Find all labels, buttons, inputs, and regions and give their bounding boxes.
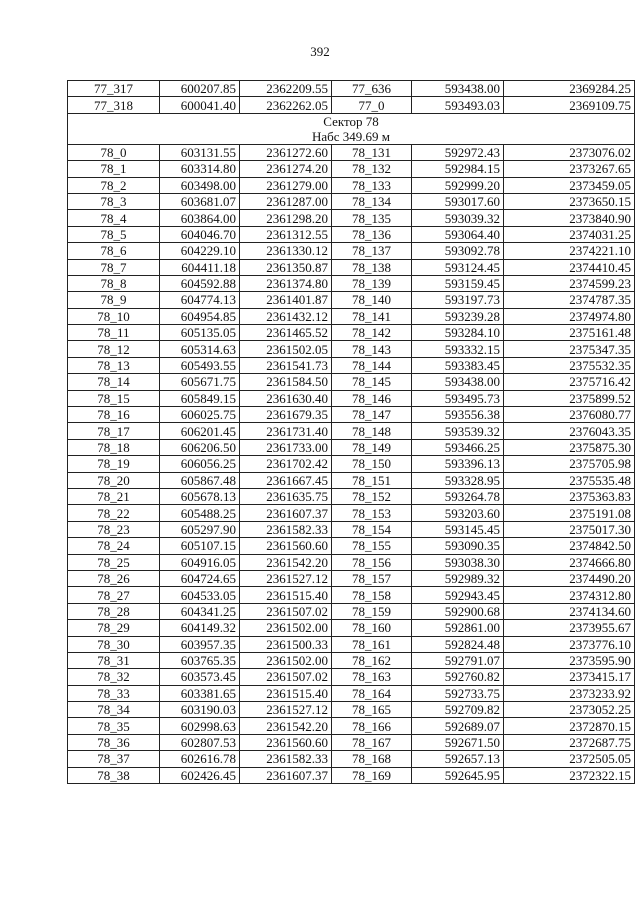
y-coord-cell: 2375716.42 xyxy=(504,374,635,390)
table-body-after-sector xyxy=(68,144,635,783)
x-coord-cell: 592824.48 xyxy=(412,636,504,652)
y-coord-cell: 2361560.60 xyxy=(240,538,332,554)
table-row xyxy=(68,521,635,537)
y-coord-cell: 2375705.98 xyxy=(504,456,635,472)
x-coord-cell: 603314.80 xyxy=(160,161,240,177)
x-coord-cell: 604533.05 xyxy=(160,587,240,603)
point-id-cell: 78_0 xyxy=(68,144,160,160)
y-coord-cell: 2361679.35 xyxy=(240,407,332,423)
x-coord-cell: 604341.25 xyxy=(160,603,240,619)
table-row xyxy=(68,210,635,226)
y-coord-cell: 2361630.40 xyxy=(240,390,332,406)
x-coord-cell: 593264.78 xyxy=(412,488,504,504)
point-id-cell: 78_162 xyxy=(332,652,412,668)
y-coord-cell: 2375535.48 xyxy=(504,472,635,488)
y-coord-cell: 2361527.12 xyxy=(240,570,332,586)
y-coord-cell: 2373840.90 xyxy=(504,210,635,226)
table-row xyxy=(68,243,635,259)
y-coord-cell: 2361350.87 xyxy=(240,259,332,275)
table-row xyxy=(68,538,635,554)
y-coord-cell: 2373233.92 xyxy=(504,685,635,701)
table-row xyxy=(68,423,635,439)
point-id-cell: 78_22 xyxy=(68,505,160,521)
point-id-cell: 78_134 xyxy=(332,193,412,209)
y-coord-cell: 2375161.48 xyxy=(504,325,635,341)
x-coord-cell: 604954.85 xyxy=(160,308,240,324)
x-coord-cell: 604149.32 xyxy=(160,620,240,636)
point-id-cell: 78_26 xyxy=(68,570,160,586)
x-coord-cell: 593493.03 xyxy=(412,97,504,113)
x-coord-cell: 593159.45 xyxy=(412,275,504,291)
x-coord-cell: 604774.13 xyxy=(160,292,240,308)
point-id-cell: 78_136 xyxy=(332,226,412,242)
x-coord-cell: 600041.40 xyxy=(160,97,240,113)
y-coord-cell: 2361542.20 xyxy=(240,554,332,570)
point-id-cell: 78_153 xyxy=(332,505,412,521)
point-id-cell: 78_16 xyxy=(68,407,160,423)
x-coord-cell: 605314.63 xyxy=(160,341,240,357)
point-id-cell: 78_133 xyxy=(332,177,412,193)
table-row xyxy=(68,456,635,472)
point-id-cell: 78_7 xyxy=(68,259,160,275)
y-coord-cell: 2361500.33 xyxy=(240,636,332,652)
y-coord-cell: 2361527.12 xyxy=(240,702,332,718)
y-coord-cell: 2361502.00 xyxy=(240,652,332,668)
x-coord-cell: 593090.35 xyxy=(412,538,504,554)
point-id-cell: 78_164 xyxy=(332,685,412,701)
table-row xyxy=(68,620,635,636)
x-coord-cell: 605867.48 xyxy=(160,472,240,488)
x-coord-cell: 592657.13 xyxy=(412,751,504,767)
x-coord-cell: 603957.35 xyxy=(160,636,240,652)
table-row xyxy=(68,652,635,668)
y-coord-cell: 2374134.60 xyxy=(504,603,635,619)
y-coord-cell: 2373267.65 xyxy=(504,161,635,177)
point-id-cell: 78_3 xyxy=(68,193,160,209)
point-id-cell: 78_166 xyxy=(332,718,412,734)
x-coord-cell: 592943.45 xyxy=(412,587,504,603)
x-coord-cell: 605493.55 xyxy=(160,357,240,373)
point-id-cell: 78_15 xyxy=(68,390,160,406)
y-coord-cell: 2361702.42 xyxy=(240,456,332,472)
x-coord-cell: 602616.78 xyxy=(160,751,240,767)
table-row xyxy=(68,505,635,521)
x-coord-cell: 593556.38 xyxy=(412,407,504,423)
y-coord-cell: 2376043.35 xyxy=(504,423,635,439)
y-coord-cell: 2361515.40 xyxy=(240,587,332,603)
y-coord-cell: 2375191.08 xyxy=(504,505,635,521)
table-row xyxy=(68,702,635,718)
x-coord-cell: 593539.32 xyxy=(412,423,504,439)
point-id-cell: 78_37 xyxy=(68,751,160,767)
y-coord-cell: 2374490.20 xyxy=(504,570,635,586)
point-id-cell: 78_152 xyxy=(332,488,412,504)
y-coord-cell: 2361582.33 xyxy=(240,521,332,537)
x-coord-cell: 603864.00 xyxy=(160,210,240,226)
coordinates-table xyxy=(67,80,635,784)
point-id-cell: 78_161 xyxy=(332,636,412,652)
x-coord-cell: 593064.40 xyxy=(412,226,504,242)
x-coord-cell: 592861.00 xyxy=(412,620,504,636)
x-coord-cell: 604229.10 xyxy=(160,243,240,259)
x-coord-cell: 593039.32 xyxy=(412,210,504,226)
point-id-cell: 77_318 xyxy=(68,97,160,113)
y-coord-cell: 2375875.30 xyxy=(504,439,635,455)
y-coord-cell: 2372505.05 xyxy=(504,751,635,767)
x-coord-cell: 593332.15 xyxy=(412,341,504,357)
x-coord-cell: 603681.07 xyxy=(160,193,240,209)
table-row xyxy=(68,144,635,160)
point-id-cell: 78_14 xyxy=(68,374,160,390)
point-id-cell: 78_8 xyxy=(68,275,160,291)
y-coord-cell: 2362262.05 xyxy=(240,97,332,113)
y-coord-cell: 2361542.20 xyxy=(240,718,332,734)
y-coord-cell: 2374312.80 xyxy=(504,587,635,603)
point-id-cell: 78_38 xyxy=(68,767,160,783)
table-row xyxy=(68,259,635,275)
table-row xyxy=(68,390,635,406)
point-id-cell: 78_29 xyxy=(68,620,160,636)
x-coord-cell: 606056.25 xyxy=(160,456,240,472)
point-id-cell: 78_146 xyxy=(332,390,412,406)
table-row xyxy=(68,603,635,619)
y-coord-cell: 2373650.15 xyxy=(504,193,635,209)
point-id-cell: 78_10 xyxy=(68,308,160,324)
x-coord-cell: 593124.45 xyxy=(412,259,504,275)
y-coord-cell: 2361279.00 xyxy=(240,177,332,193)
y-coord-cell: 2374974.80 xyxy=(504,308,635,324)
table-row xyxy=(68,751,635,767)
y-coord-cell: 2361582.33 xyxy=(240,751,332,767)
point-id-cell: 78_157 xyxy=(332,570,412,586)
point-id-cell: 78_168 xyxy=(332,751,412,767)
x-coord-cell: 593438.00 xyxy=(412,81,504,97)
point-id-cell: 78_21 xyxy=(68,488,160,504)
x-coord-cell: 592999.20 xyxy=(412,177,504,193)
y-coord-cell: 2361272.60 xyxy=(240,144,332,160)
y-coord-cell: 2361502.00 xyxy=(240,620,332,636)
y-coord-cell: 2373076.02 xyxy=(504,144,635,160)
x-coord-cell: 605107.15 xyxy=(160,538,240,554)
table-row xyxy=(68,407,635,423)
sector-title: Сектор 78 xyxy=(323,113,379,129)
table-row xyxy=(68,193,635,209)
x-coord-cell: 606025.75 xyxy=(160,407,240,423)
y-coord-cell: 2361432.12 xyxy=(240,308,332,324)
y-coord-cell: 2374842.50 xyxy=(504,538,635,554)
y-coord-cell: 2374599.23 xyxy=(504,275,635,291)
x-coord-cell: 603765.35 xyxy=(160,652,240,668)
x-coord-cell: 605488.25 xyxy=(160,505,240,521)
point-id-cell: 78_35 xyxy=(68,718,160,734)
point-id-cell: 78_148 xyxy=(332,423,412,439)
x-coord-cell: 593284.10 xyxy=(412,325,504,341)
point-id-cell: 78_131 xyxy=(332,144,412,160)
y-coord-cell: 2361607.37 xyxy=(240,767,332,783)
y-coord-cell: 2362209.55 xyxy=(240,81,332,97)
point-id-cell: 78_9 xyxy=(68,292,160,308)
x-coord-cell: 592984.15 xyxy=(412,161,504,177)
y-coord-cell: 2361667.45 xyxy=(240,472,332,488)
x-coord-cell: 602998.63 xyxy=(160,718,240,734)
x-coord-cell: 592733.75 xyxy=(412,685,504,701)
table-row xyxy=(68,161,635,177)
x-coord-cell: 602807.53 xyxy=(160,734,240,750)
point-id-cell: 78_158 xyxy=(332,587,412,603)
x-coord-cell: 592709.82 xyxy=(412,702,504,718)
x-coord-cell: 605297.90 xyxy=(160,521,240,537)
y-coord-cell: 2375363.83 xyxy=(504,488,635,504)
point-id-cell: 78_2 xyxy=(68,177,160,193)
y-coord-cell: 2361465.52 xyxy=(240,325,332,341)
x-coord-cell: 600207.85 xyxy=(160,81,240,97)
x-coord-cell: 605135.05 xyxy=(160,325,240,341)
y-coord-cell: 2361607.37 xyxy=(240,505,332,521)
table-row xyxy=(68,308,635,324)
table-row xyxy=(68,570,635,586)
table-row xyxy=(68,718,635,734)
table-row xyxy=(68,81,635,97)
table-row xyxy=(68,275,635,291)
point-id-cell: 78_17 xyxy=(68,423,160,439)
table-row xyxy=(68,439,635,455)
point-id-cell: 78_138 xyxy=(332,259,412,275)
table-row xyxy=(68,636,635,652)
y-coord-cell: 2361274.20 xyxy=(240,161,332,177)
y-coord-cell: 2376080.77 xyxy=(504,407,635,423)
y-coord-cell: 2374410.45 xyxy=(504,259,635,275)
y-coord-cell: 2375532.35 xyxy=(504,357,635,373)
point-id-cell: 77_636 xyxy=(332,81,412,97)
y-coord-cell: 2374787.35 xyxy=(504,292,635,308)
table-row xyxy=(68,472,635,488)
x-coord-cell: 604592.88 xyxy=(160,275,240,291)
point-id-cell: 78_163 xyxy=(332,669,412,685)
point-id-cell: 78_31 xyxy=(68,652,160,668)
point-id-cell: 78_132 xyxy=(332,161,412,177)
y-coord-cell: 2361731.40 xyxy=(240,423,332,439)
x-coord-cell: 602426.45 xyxy=(160,767,240,783)
point-id-cell: 78_167 xyxy=(332,734,412,750)
y-coord-cell: 2361507.02 xyxy=(240,669,332,685)
y-coord-cell: 2374221.10 xyxy=(504,243,635,259)
y-coord-cell: 2375347.35 xyxy=(504,341,635,357)
y-coord-cell: 2361507.02 xyxy=(240,603,332,619)
y-coord-cell: 2374031.25 xyxy=(504,226,635,242)
y-coord-cell: 2372870.15 xyxy=(504,718,635,734)
point-id-cell: 78_18 xyxy=(68,439,160,455)
point-id-cell: 78_33 xyxy=(68,685,160,701)
point-id-cell: 78_11 xyxy=(68,325,160,341)
point-id-cell: 78_137 xyxy=(332,243,412,259)
x-coord-cell: 592972.43 xyxy=(412,144,504,160)
point-id-cell: 78_20 xyxy=(68,472,160,488)
table-row xyxy=(68,97,635,113)
point-id-cell: 78_159 xyxy=(332,603,412,619)
x-coord-cell: 605671.75 xyxy=(160,374,240,390)
point-id-cell: 78_169 xyxy=(332,767,412,783)
point-id-cell: 78_149 xyxy=(332,439,412,455)
x-coord-cell: 592791.07 xyxy=(412,652,504,668)
point-id-cell: 78_30 xyxy=(68,636,160,652)
table-row xyxy=(68,357,635,373)
y-coord-cell: 2373595.90 xyxy=(504,652,635,668)
table-body-before-sector xyxy=(68,81,635,114)
point-id-cell: 78_135 xyxy=(332,210,412,226)
point-id-cell: 78_12 xyxy=(68,341,160,357)
y-coord-cell: 2373776.10 xyxy=(504,636,635,652)
x-coord-cell: 592689.07 xyxy=(412,718,504,734)
x-coord-cell: 593017.60 xyxy=(412,193,504,209)
y-coord-cell: 2361401.87 xyxy=(240,292,332,308)
x-coord-cell: 604046.70 xyxy=(160,226,240,242)
y-coord-cell: 2361541.73 xyxy=(240,357,332,373)
point-id-cell: 77_0 xyxy=(332,97,412,113)
point-id-cell: 78_5 xyxy=(68,226,160,242)
y-coord-cell: 2372322.15 xyxy=(504,767,635,783)
sector-header xyxy=(68,113,635,144)
y-coord-cell: 2373459.05 xyxy=(504,177,635,193)
y-coord-cell: 2361502.05 xyxy=(240,341,332,357)
point-id-cell: 78_141 xyxy=(332,308,412,324)
y-coord-cell: 2361312.55 xyxy=(240,226,332,242)
y-coord-cell: 2369109.75 xyxy=(504,97,635,113)
y-coord-cell: 2361515.40 xyxy=(240,685,332,701)
x-coord-cell: 593197.73 xyxy=(412,292,504,308)
point-id-cell: 78_139 xyxy=(332,275,412,291)
y-coord-cell: 2373415.17 xyxy=(504,669,635,685)
x-coord-cell: 603131.55 xyxy=(160,144,240,160)
y-coord-cell: 2373052.25 xyxy=(504,702,635,718)
point-id-cell: 78_13 xyxy=(68,357,160,373)
point-id-cell: 78_24 xyxy=(68,538,160,554)
x-coord-cell: 593466.25 xyxy=(412,439,504,455)
point-id-cell: 78_144 xyxy=(332,357,412,373)
x-coord-cell: 593038.30 xyxy=(412,554,504,570)
x-coord-cell: 592900.68 xyxy=(412,603,504,619)
point-id-cell: 78_4 xyxy=(68,210,160,226)
table-row xyxy=(68,587,635,603)
point-id-cell: 78_165 xyxy=(332,702,412,718)
point-id-cell: 78_140 xyxy=(332,292,412,308)
y-coord-cell: 2373955.67 xyxy=(504,620,635,636)
point-id-cell: 78_19 xyxy=(68,456,160,472)
point-id-cell: 78_32 xyxy=(68,669,160,685)
point-id-cell: 78_27 xyxy=(68,587,160,603)
point-id-cell: 77_317 xyxy=(68,81,160,97)
x-coord-cell: 604724.65 xyxy=(160,570,240,586)
point-id-cell: 78_34 xyxy=(68,702,160,718)
x-coord-cell: 592760.82 xyxy=(412,669,504,685)
y-coord-cell: 2361298.20 xyxy=(240,210,332,226)
point-id-cell: 78_151 xyxy=(332,472,412,488)
y-coord-cell: 2375899.52 xyxy=(504,390,635,406)
table-row xyxy=(68,734,635,750)
point-id-cell: 78_1 xyxy=(68,161,160,177)
table-row xyxy=(68,554,635,570)
y-coord-cell: 2361374.80 xyxy=(240,275,332,291)
sector-height: Набс 349.69 м xyxy=(311,128,391,144)
y-coord-cell: 2372687.75 xyxy=(504,734,635,750)
point-id-cell: 78_160 xyxy=(332,620,412,636)
x-coord-cell: 603498.00 xyxy=(160,177,240,193)
table-row xyxy=(68,488,635,504)
point-id-cell: 78_6 xyxy=(68,243,160,259)
x-coord-cell: 605849.15 xyxy=(160,390,240,406)
point-id-cell: 78_36 xyxy=(68,734,160,750)
x-coord-cell: 593396.13 xyxy=(412,456,504,472)
x-coord-cell: 603190.03 xyxy=(160,702,240,718)
y-coord-cell: 2369284.25 xyxy=(504,81,635,97)
x-coord-cell: 593239.28 xyxy=(412,308,504,324)
table-row xyxy=(68,292,635,308)
point-id-cell: 78_147 xyxy=(332,407,412,423)
x-coord-cell: 593383.45 xyxy=(412,357,504,373)
y-coord-cell: 2361733.00 xyxy=(240,439,332,455)
x-coord-cell: 593203.60 xyxy=(412,505,504,521)
point-id-cell: 78_28 xyxy=(68,603,160,619)
x-coord-cell: 604916.05 xyxy=(160,554,240,570)
y-coord-cell: 2361560.60 xyxy=(240,734,332,750)
table-row xyxy=(68,685,635,701)
point-id-cell: 78_143 xyxy=(332,341,412,357)
table-row xyxy=(68,767,635,783)
y-coord-cell: 2361635.75 xyxy=(240,488,332,504)
y-coord-cell: 2375017.30 xyxy=(504,521,635,537)
x-coord-cell: 592989.32 xyxy=(412,570,504,586)
x-coord-cell: 593328.95 xyxy=(412,472,504,488)
point-id-cell: 78_23 xyxy=(68,521,160,537)
table-row xyxy=(68,669,635,685)
y-coord-cell: 2361287.00 xyxy=(240,193,332,209)
x-coord-cell: 593092.78 xyxy=(412,243,504,259)
table-row xyxy=(68,177,635,193)
x-coord-cell: 593145.45 xyxy=(412,521,504,537)
x-coord-cell: 606201.45 xyxy=(160,423,240,439)
point-id-cell: 78_25 xyxy=(68,554,160,570)
page-number: 392 xyxy=(310,44,330,59)
point-id-cell: 78_155 xyxy=(332,538,412,554)
point-id-cell: 78_154 xyxy=(332,521,412,537)
x-coord-cell: 606206.50 xyxy=(160,439,240,455)
point-id-cell: 78_142 xyxy=(332,325,412,341)
table-row xyxy=(68,374,635,390)
sector-header-row xyxy=(68,113,635,144)
point-id-cell: 78_145 xyxy=(332,374,412,390)
sector-header-body xyxy=(68,113,635,144)
x-coord-cell: 603381.65 xyxy=(160,685,240,701)
x-coord-cell: 604411.18 xyxy=(160,259,240,275)
table-row xyxy=(68,226,635,242)
y-coord-cell: 2361584.50 xyxy=(240,374,332,390)
point-id-cell: 78_150 xyxy=(332,456,412,472)
x-coord-cell: 603573.45 xyxy=(160,669,240,685)
x-coord-cell: 605678.13 xyxy=(160,488,240,504)
x-coord-cell: 593495.73 xyxy=(412,390,504,406)
table-row xyxy=(68,325,635,341)
x-coord-cell: 593438.00 xyxy=(412,374,504,390)
y-coord-cell: 2361330.12 xyxy=(240,243,332,259)
table-row xyxy=(68,341,635,357)
x-coord-cell: 592645.95 xyxy=(412,767,504,783)
x-coord-cell: 592671.50 xyxy=(412,734,504,750)
point-id-cell: 78_156 xyxy=(332,554,412,570)
y-coord-cell: 2374666.80 xyxy=(504,554,635,570)
